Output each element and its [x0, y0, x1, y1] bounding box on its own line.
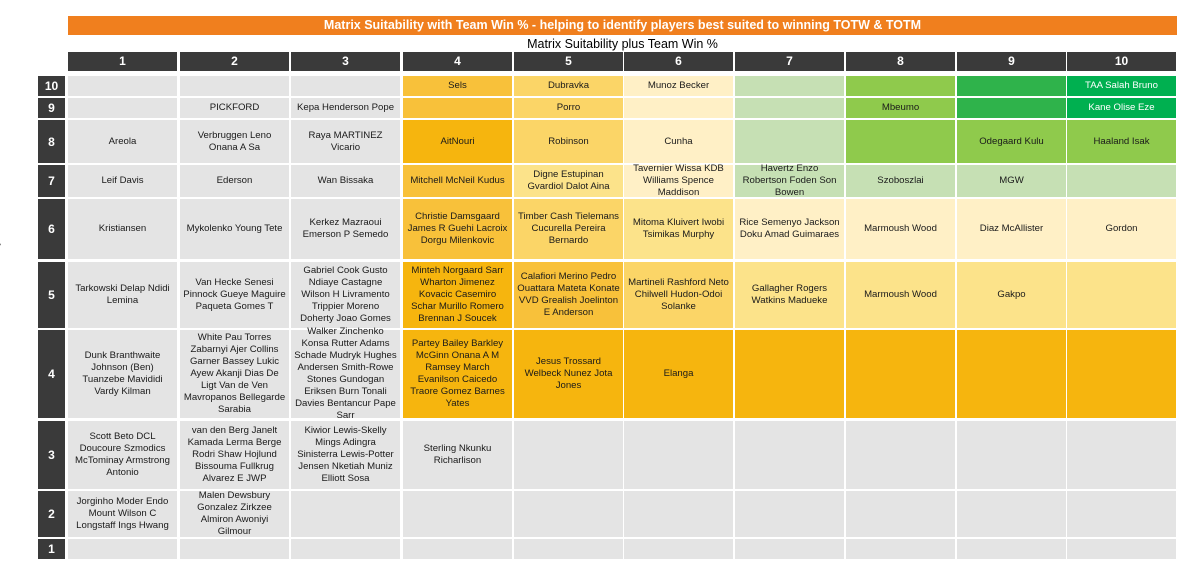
heatmap-cell-r5-c9 — [957, 262, 1066, 328]
cell-players: Tarkowski Delap Ndidi Lemina — [75, 283, 170, 306]
row-header-4: 4 — [38, 330, 65, 418]
heatmap-cell-r3-c5 — [514, 421, 623, 489]
row-header-5: 5 — [38, 262, 65, 328]
heatmap-cell-r6-c7 — [735, 199, 844, 259]
cell-players: Verbruggen Leno Onana A Sa — [197, 129, 272, 153]
heatmap-cell-r7-c2 — [180, 165, 289, 197]
cell-players: Kane Olise Eze — [1088, 102, 1155, 113]
cell-players: Tavernier Wissa KDB Williams Spence Maddison — [633, 163, 724, 198]
heatmap-cell-r5-c4 — [403, 262, 512, 328]
row-header-7: 7 — [38, 165, 65, 197]
heatmap-cell-r2-c4 — [403, 491, 512, 537]
heatmap-cell-r3-c7 — [735, 421, 844, 489]
heatmap-cell-r9-c6 — [624, 98, 733, 118]
cell-players: Munoz Becker — [647, 80, 710, 91]
heatmap-cell-r5-c8 — [846, 262, 955, 328]
cell-players: Wan Bissaka — [317, 175, 374, 186]
heatmap-cell-r1-c6 — [624, 539, 733, 559]
cell-players: Elanga — [663, 368, 694, 379]
cell-players: Van Hecke Senesi Pinnock Gueye Maguire Paqueta Gomes T — [183, 277, 286, 312]
x-axis-label: Matrix Suitability plus Team Win % — [527, 37, 718, 51]
cell-players: Diaz McAllister — [979, 223, 1044, 234]
heatmap-cell-r1-c3 — [291, 539, 400, 559]
heatmap-cell-r10-c7 — [735, 76, 844, 96]
heatmap-cell-r5-c2 — [180, 262, 289, 328]
heatmap-cell-r10-c2 — [180, 76, 289, 96]
heatmap-cell-r8-c5 — [514, 120, 623, 163]
cell-players: Cunha — [664, 135, 693, 147]
heatmap-cell-r7-c4 — [403, 165, 512, 197]
cell-players: MGW — [999, 175, 1024, 186]
heatmap-cell-r3-c4 — [403, 421, 512, 489]
heatmap-cell-r2-c10 — [1067, 491, 1176, 537]
cell-players: Areola — [108, 135, 137, 147]
heatmap-cell-r3-c3 — [291, 421, 400, 489]
cell-players: Gakpo — [997, 289, 1026, 300]
heatmap-cell-r8-c8 — [846, 120, 955, 163]
cell-players: Porro — [556, 102, 581, 113]
heatmap-cell-r3-c9 — [957, 421, 1066, 489]
heatmap-cell-r2-c6 — [624, 491, 733, 537]
cell-players: TAA Salah Bruno — [1085, 80, 1158, 91]
heatmap-cell-r1-c10 — [1067, 539, 1176, 559]
heatmap-cell-r7-c10 — [1067, 165, 1176, 197]
cell-players: AitNouri — [440, 135, 475, 147]
cell-players: Jesus Trossard Welbeck Nunez Jota Jones — [524, 356, 613, 391]
cell-players: Christie Damsgaard James R Guehi Lacroix Dorgu Milenkovic — [407, 211, 508, 246]
heatmap-cell-r4-c1 — [68, 330, 177, 418]
heatmap-cell-r5-c10 — [1067, 262, 1176, 328]
heatmap-cell-r6-c3 — [291, 199, 400, 259]
cell-players: Gallagher Rogers Watkins Madueke — [751, 283, 828, 306]
heatmap-cell-r1-c1 — [68, 539, 177, 559]
heatmap-cell-r8-c6 — [624, 120, 733, 163]
column-header-8: 8 — [846, 52, 955, 71]
row-header-10: 10 — [38, 76, 65, 96]
heatmap-cell-r9-c4 — [403, 98, 512, 118]
cell-players: Ederson — [216, 175, 253, 186]
heatmap-cell-r10-c10 — [1067, 76, 1176, 96]
cell-players: Kerkez Mazraoui Emerson P Semedo — [302, 217, 389, 240]
heatmap-cell-r7-c7 — [735, 165, 844, 197]
heatmap-cell-r4-c5 — [514, 330, 623, 418]
column-header-9: 9 — [957, 52, 1066, 71]
heatmap-cell-r9-c5 — [514, 98, 623, 118]
heatmap-cell-r9-c3 — [291, 98, 400, 118]
heatmap-cell-r5-c6 — [624, 262, 733, 328]
cell-players: Malen Dewsbury Gonzalez Zirkzee Almiron Awoniyi Gilmour — [197, 490, 272, 537]
cell-players: Kristiansen — [98, 223, 147, 234]
heatmap-cell-r7-c8 — [846, 165, 955, 197]
heatmap-cell-r7-c1 — [68, 165, 177, 197]
heatmap-cell-r7-c6 — [624, 165, 733, 197]
cell-players: Kepa Henderson Pope — [296, 102, 395, 113]
cell-players: PICKFORD — [209, 102, 260, 113]
heatmap-cell-r9-c1 — [68, 98, 177, 118]
heatmap-cell-r6-c1 — [68, 199, 177, 259]
heatmap-cell-r8-c1 — [68, 120, 177, 163]
cell-players: Calafiori Merino Pedro Ouattara Mateta Konate VVD Grealish Joelinton E Anderson — [517, 271, 620, 318]
cell-players: Mbeumo — [881, 102, 920, 113]
cell-players: Sterling Nkunku Richarlison — [423, 443, 492, 466]
heatmap-cell-r8-c7 — [735, 120, 844, 163]
cell-players: van den Berg Janelt Kamada Lerma Berge Rodri Shaw Hojlund Bissouma Fullkrug Alvarez E JWP — [187, 425, 282, 484]
cell-players: Sels — [448, 80, 467, 91]
heatmap-cell-r10-c9 — [957, 76, 1066, 96]
heatmap-cell-r2-c5 — [514, 491, 623, 537]
cell-players: Timber Cash Tielemans Cucurella Pereira Bernardo — [518, 211, 619, 246]
heatmap-cell-r5-c7 — [735, 262, 844, 328]
heatmap-cell-r5-c5 — [514, 262, 623, 328]
heatmap-cell-r4-c4 — [403, 330, 512, 418]
heatmap-cell-r1-c5 — [514, 539, 623, 559]
heatmap-cell-r5-c3 — [291, 262, 400, 328]
heatmap-cell-r3-c8 — [846, 421, 955, 489]
cell-players: Mitoma Kluivert Iwobi Tsimikas Murphy — [632, 217, 725, 240]
heatmap-cell-r8-c3 — [291, 120, 400, 163]
cell-players: Gabriel Cook Gusto Ndiaye Castagne Wilson H Livramento Trippier Moreno Doherty Joao Gomes — [300, 265, 391, 324]
heatmap-cell-r4-c8 — [846, 330, 955, 418]
heatmap-cell-r8-c4 — [403, 120, 512, 163]
column-header-10: 10 — [1067, 52, 1176, 71]
heatmap-cell-r3-c6 — [624, 421, 733, 489]
chart-title: Matrix Suitability with Team Win % - helping to identify players best suited to winning TOTW & TOTM — [68, 16, 1177, 35]
heatmap-cell-r7-c5 — [514, 165, 623, 197]
heatmap-cell-r1-c7 — [735, 539, 844, 559]
heatmap-cell-r1-c8 — [846, 539, 955, 559]
heatmap-cell-r4-c2 — [180, 330, 289, 418]
heatmap-cell-r2-c8 — [846, 491, 955, 537]
cell-players: White Pau Torres Zabarnyi Ajer Collins Garner Bassey Lukic Ayew Akanji Dias De Ligt Van de Ven Mavropanos Bellegarde Sarabia — [183, 332, 286, 415]
column-header-3: 3 — [291, 52, 400, 71]
cell-players: Partey Bailey Barkley McGinn Onana A M Ramsey March Evanilson Caicedo Traore Gomez Barnes Yates — [410, 338, 505, 409]
cell-players: Raya MARTINEZ Vicario — [308, 129, 383, 153]
heatmap-cell-r2-c3 — [291, 491, 400, 537]
column-header-5: 5 — [514, 52, 623, 71]
heatmap-cell-r10-c5 — [514, 76, 623, 96]
heatmap-cell-r3-c2 — [180, 421, 289, 489]
heatmap-cell-r10-c3 — [291, 76, 400, 96]
heatmap-cell-r4-c3 — [291, 326, 400, 421]
heatmap-cell-r9-c10 — [1067, 98, 1176, 118]
heatmap-cell-r6-c5 — [514, 199, 623, 259]
column-header-6: 6 — [624, 52, 733, 71]
heatmap-cell-r3-c10 — [1067, 421, 1176, 489]
column-header-1: 1 — [68, 52, 177, 71]
heatmap-cell-r7-c9 — [957, 165, 1066, 197]
cell-players: Martineli Rashford Neto Chilwell Hudon-Odoi Solanke — [628, 277, 729, 312]
heatmap-cell-r6-c6 — [624, 199, 733, 259]
heatmap-cell-r9-c9 — [957, 98, 1066, 118]
cell-players: Gordon — [1105, 223, 1138, 234]
row-header-2: 2 — [38, 491, 65, 537]
heatmap-cell-r10-c4 — [403, 76, 512, 96]
heatmap-cell-r1-c2 — [180, 539, 289, 559]
cell-players: Dunk Branthwaite Johnson (Ben) Tuanzebe Mavididi Vardy Kilman — [82, 350, 163, 397]
heatmap-cell-r6-c9 — [957, 199, 1066, 259]
cell-players: Dubravka — [547, 80, 590, 91]
column-header-4: 4 — [403, 52, 512, 71]
heatmap-cell-r2-c7 — [735, 491, 844, 537]
column-header-7: 7 — [735, 52, 844, 71]
cell-players: Digne Estupinan Gvardiol Dalot Aina — [527, 169, 610, 192]
heatmap-cell-r10-c8 — [846, 76, 955, 96]
heatmap-cell-r1-c9 — [957, 539, 1066, 559]
cell-players: Havertz Enzo Robertson Foden Son Bowen — [742, 163, 837, 198]
heatmap-cell-r4-c6 — [624, 330, 733, 418]
heatmap-cell-r4-c10 — [1067, 330, 1176, 418]
heatmap-cell-r10-c6 — [624, 76, 733, 96]
heatmap-cell-r9-c8 — [846, 98, 955, 118]
cell-players: Odegaard Kulu — [979, 135, 1044, 147]
heatmap-cell-r4-c9 — [957, 330, 1066, 418]
heatmap-cell-r10-c1 — [68, 76, 177, 96]
heatmap-cell-r3-c1 — [68, 421, 177, 489]
heatmap-cell-r9-c7 — [735, 98, 844, 118]
cell-players: Walker Zinchenko Konsa Rutter Adams Schade Mudryk Hughes Andersen Smith-Rowe Stones Gundogan Eriksen Burn Tonali Davies Bentancur Pape Sarr — [294, 326, 397, 421]
heatmap-cell-r8-c2 — [180, 120, 289, 163]
column-header-2: 2 — [180, 52, 289, 71]
cell-players: Robinson — [548, 135, 589, 147]
heatmap-cell-r7-c3 — [291, 165, 400, 197]
heatmap-cell-r2-c2 — [180, 491, 289, 537]
row-header-3: 3 — [38, 421, 65, 489]
row-header-6: 6 — [38, 199, 65, 259]
cell-players: Marmoush Wood — [864, 289, 937, 300]
cell-players: Mykolenko Young Tete — [186, 223, 283, 234]
cell-players: Marmoush Wood — [864, 223, 937, 234]
heatmap-cell-r2-c1 — [68, 491, 177, 537]
cell-players: Jorginho Moder Endo Mount Wilson C Longstaff Ings Hwang — [76, 496, 169, 531]
heatmap-cell-r4-c7 — [735, 330, 844, 418]
cell-players: Scott Beto DCL Doucoure Szmodics McTominay Armstrong Antonio — [75, 431, 170, 478]
cell-players: Mitchell McNeil Kudus — [410, 175, 505, 186]
heatmap-cell-r8-c10 — [1067, 120, 1176, 163]
heatmap-cell-r6-c8 — [846, 199, 955, 259]
row-header-1: 1 — [38, 539, 65, 559]
heatmap-cell-r8-c9 — [957, 120, 1066, 163]
cell-players: Haaland Isak — [1093, 135, 1150, 147]
cell-players: Rice Semenyo Jackson Doku Amad Guimaraes — [739, 217, 840, 240]
cell-players: Szoboszlai — [877, 175, 924, 186]
cell-players: Kiwior Lewis-Skelly Mings Adingra Sinisterra Lewis-Potter Jensen Nketiah Muniz Elliott Sosa — [297, 425, 394, 484]
heatmap-cell-r6-c2 — [180, 199, 289, 259]
heatmap-cell-r9-c2 — [180, 98, 289, 118]
cell-players: Leif Davis — [101, 175, 144, 186]
row-header-9: 9 — [38, 98, 65, 118]
heatmap-cell-r2-c9 — [957, 491, 1066, 537]
cell-players: Minteh Norgaard Sarr Wharton Jimenez Kovacic Casemiro Schar Murillo Romero Brennan J Soucek — [411, 265, 504, 324]
row-header-8: 8 — [38, 120, 65, 163]
heatmap-cell-r6-c4 — [403, 199, 512, 259]
heatmap-cell-r6-c10 — [1067, 199, 1176, 259]
heatmap-cell-r5-c1 — [68, 262, 177, 328]
heatmap-cell-r1-c4 — [403, 539, 512, 559]
